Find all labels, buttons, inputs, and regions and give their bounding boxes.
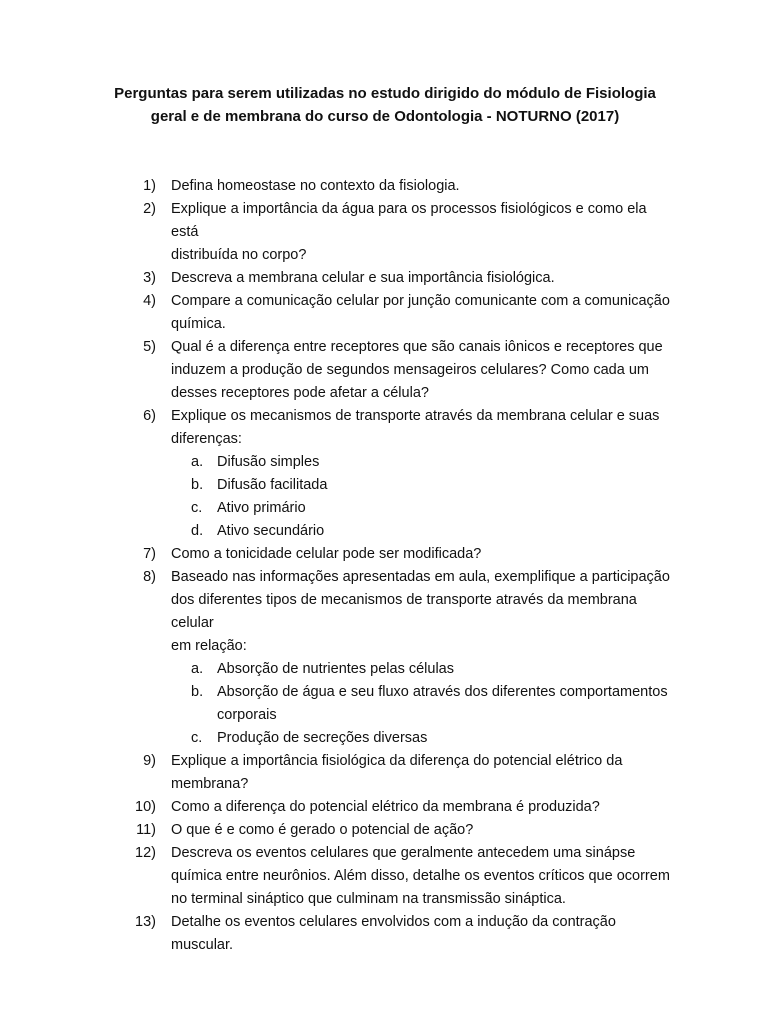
question-number: 9) <box>143 753 156 769</box>
sub-item <box>171 497 670 520</box>
question-text-line: Defina homeostase no contexto da fisiologia. <box>171 178 460 194</box>
sub-item <box>171 451 670 474</box>
question-text-line: distribuída no corpo? <box>171 247 307 263</box>
question-text-line: Explique a importância da água para os processos fisiológicos e como ela está <box>171 201 647 240</box>
sub-item-letter: c. <box>191 500 203 516</box>
question-item <box>130 750 670 796</box>
question-number: 8) <box>143 569 156 585</box>
question-text-line: Explique os mecanismos de transporte através da membrana celular e suas <box>171 408 660 424</box>
question-item <box>130 842 670 911</box>
sub-item-text-line: Difusão facilitada <box>217 477 328 493</box>
title-line-1: Perguntas para serem utilizadas no estudo dirigido do módulo de Fisiologia <box>114 85 656 102</box>
question-text-line: Descreva a membrana celular e sua importância fisiológica. <box>171 270 555 286</box>
sub-item <box>171 474 670 497</box>
question-item <box>130 819 670 842</box>
question-text-line: O que é e como é gerado o potencial de ação? <box>171 822 474 838</box>
sub-item-letter: c. <box>191 730 203 746</box>
sub-item-letter: a. <box>191 454 204 470</box>
sub-item-text-line: corporais <box>217 707 277 723</box>
question-list <box>130 175 670 957</box>
question-number: 12) <box>135 845 156 861</box>
question-number: 4) <box>143 293 156 309</box>
question-text-line: Como a diferença do potencial elétrico da membrana é produzida? <box>171 799 600 815</box>
sub-item <box>171 727 670 750</box>
question-text-line: Qual é a diferença entre receptores que são canais iônicos e receptores que <box>171 339 663 355</box>
sub-item-letter: d. <box>191 523 204 539</box>
sub-item-letter: b. <box>191 684 204 700</box>
question-item <box>130 175 670 198</box>
question-text-line: Compare a comunicação celular por junção comunicante com a comunicação <box>171 293 670 309</box>
question-text-line: diferenças: <box>171 431 242 447</box>
question-text-line: dos diferentes tipos de mecanismos de transporte através da membrana celular <box>171 592 637 631</box>
question-text-line: Explique a importância fisiológica da diferença do potencial elétrico da <box>171 753 623 769</box>
question-text-line: induzem a produção de segundos mensageiros celulares? Como cada um <box>171 362 649 378</box>
question-text-line: Como a tonicidade celular pode ser modificada? <box>171 546 482 562</box>
sub-item <box>171 681 670 727</box>
sub-item-text-line: Produção de secreções diversas <box>217 730 428 746</box>
question-number: 6) <box>143 408 156 424</box>
question-number: 13) <box>135 914 156 930</box>
sub-item-letter: a. <box>191 661 204 677</box>
document-title <box>100 82 670 128</box>
question-text-line: membrana? <box>171 776 249 792</box>
question-text-line: química entre neurônios. Além disso, detalhe os eventos críticos que ocorrem <box>171 868 670 884</box>
question-number: 10) <box>135 799 156 815</box>
question-text-line: química. <box>171 316 226 332</box>
question-number: 5) <box>143 339 156 355</box>
sub-item <box>171 658 670 681</box>
question-text-line: Descreva os eventos celulares que geralmente antecedem uma sinápse <box>171 845 636 861</box>
question-text-line: desses receptores pode afetar a célula? <box>171 385 429 401</box>
question-text-line: em relação: <box>171 638 247 654</box>
question-text-line: no terminal sináptico que culminam na transmissão sináptica. <box>171 891 566 907</box>
question-number: 3) <box>143 270 156 286</box>
question-item <box>130 290 670 336</box>
sub-item <box>171 520 670 543</box>
question-item <box>130 911 670 957</box>
sub-item-text-line: Absorção de água e seu fluxo através dos diferentes comportamentos <box>217 684 668 700</box>
question-item <box>130 543 670 566</box>
question-number: 2) <box>143 201 156 217</box>
sub-item-text-line: Absorção de nutrientes pelas células <box>217 661 454 677</box>
sub-item-text-line: Ativo secundário <box>217 523 325 539</box>
question-item <box>130 336 670 405</box>
sub-item-letter: b. <box>191 477 204 493</box>
question-item <box>130 566 670 750</box>
question-number: 11) <box>136 822 156 838</box>
title-line-2: geral e de membrana do curso de Odontologia - NOTURNO (2017) <box>150 108 620 125</box>
sub-item-text-line: Ativo primário <box>217 500 306 516</box>
question-item <box>130 796 670 819</box>
question-item <box>130 198 670 267</box>
question-text-line: Baseado nas informações apresentadas em aula, exemplifique a participação <box>171 569 670 585</box>
question-item <box>130 405 670 543</box>
question-text-line: Detalhe os eventos celulares envolvidos com a indução da contração muscular. <box>171 914 616 953</box>
question-number: 1) <box>143 178 156 194</box>
question-item <box>130 267 670 290</box>
question-number: 7) <box>143 546 156 562</box>
sub-item-text-line: Difusão simples <box>217 454 320 470</box>
